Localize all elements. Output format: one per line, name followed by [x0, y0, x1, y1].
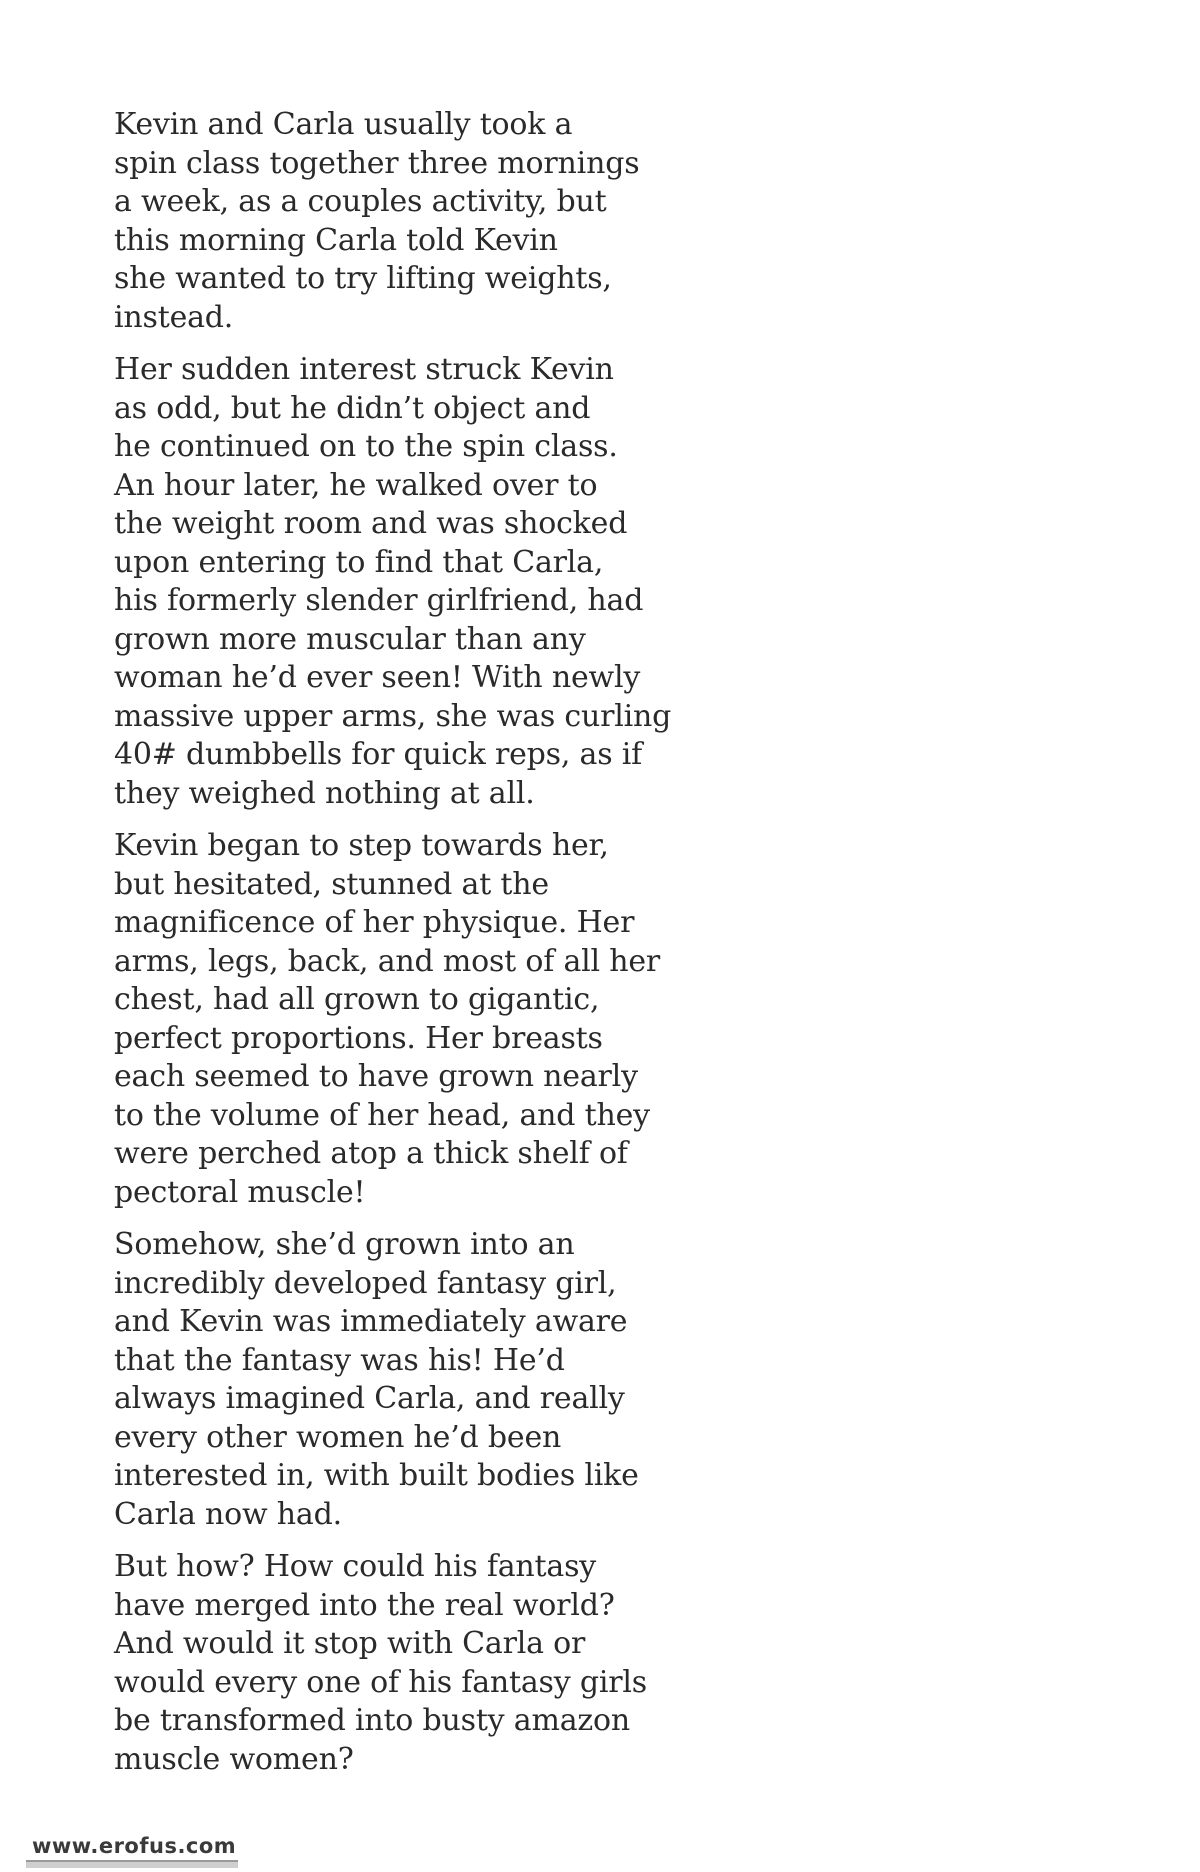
text-line: to the volume of her head, and they: [114, 1097, 650, 1133]
text-line: and Kevin was immediately aware: [114, 1304, 628, 1339]
text-line: Her sudden interest struck Kevin: [114, 352, 614, 387]
text-line: each seemed to have grown nearly: [114, 1059, 638, 1094]
text-line: Kevin began to step towards her,: [114, 828, 609, 863]
text-line: would every one of his fantasy girls: [114, 1664, 647, 1700]
text-line: upon entering to find that Carla,: [114, 544, 604, 580]
text-line: chest, had all grown to gigantic,: [114, 982, 600, 1017]
watermark-link[interactable]: www.erofus.com: [32, 1834, 237, 1858]
text-line: interested in, with built bodies like: [114, 1458, 639, 1493]
text-line: massive upper arms, she was curling: [114, 698, 672, 734]
text-line: this morning Carla told Kevin: [114, 222, 558, 258]
text-line: the weight room and was shocked: [114, 506, 628, 541]
text-line: have merged into the real world?: [114, 1587, 615, 1623]
text-line: pectoral muscle!: [114, 1174, 366, 1210]
text-line: every other women he’d been: [114, 1419, 562, 1455]
text-line: but hesitated, stunned at the: [114, 866, 549, 902]
paragraph-1: [114, 106, 640, 337]
text-line: were perched atop a thick shelf of: [114, 1136, 628, 1171]
text-line: But how? How could his fantasy: [114, 1549, 597, 1584]
text-line: that the fantasy was his! He’d: [114, 1342, 565, 1378]
text-line: magnificence of her physique. Her: [114, 905, 635, 940]
text-line: muscle women?: [114, 1741, 354, 1777]
watermark-underline: [26, 1860, 238, 1868]
paragraph-5: [114, 1548, 647, 1779]
text-line: as odd, but he didn’t object and: [114, 390, 591, 426]
text-line: always imagined Carla, and really: [114, 1381, 625, 1416]
text-line: incredibly developed fantasy girl,: [114, 1265, 617, 1301]
text-line: perfect proportions. Her breasts: [114, 1020, 603, 1056]
text-line: he continued on to the spin class.: [114, 429, 618, 464]
text-line: Kevin and Carla usually took a: [114, 107, 573, 142]
text-line: she wanted to try lifting weights,: [114, 261, 612, 296]
paragraph-2: [114, 351, 672, 813]
text-line: woman he’d ever seen! With newly: [114, 660, 641, 695]
text-line: instead.: [114, 299, 234, 335]
paragraph-4: [114, 1226, 639, 1534]
text-line: a week, as a couples activity, but: [114, 184, 607, 219]
paragraph-3: [114, 827, 661, 1212]
text-line: And would it stop with Carla or: [114, 1626, 586, 1661]
text-line: Somehow, she’d grown into an: [114, 1227, 575, 1262]
text-line: arms, legs, back, and most of all her: [114, 943, 661, 979]
text-line: spin class together three mornings: [114, 145, 640, 181]
text-line: grown more muscular than any: [114, 621, 586, 657]
text-line: his formerly slender girlfriend, had: [114, 583, 644, 618]
text-line: they weighed nothing at all.: [114, 775, 535, 811]
document-page: [114, 106, 672, 1793]
text-line: An hour later, he walked over to: [114, 467, 598, 503]
text-line: Carla now had.: [114, 1496, 342, 1532]
text-line: be transformed into busty amazon: [114, 1703, 630, 1738]
text-line: 40# dumbbells for quick reps, as if: [114, 737, 643, 772]
